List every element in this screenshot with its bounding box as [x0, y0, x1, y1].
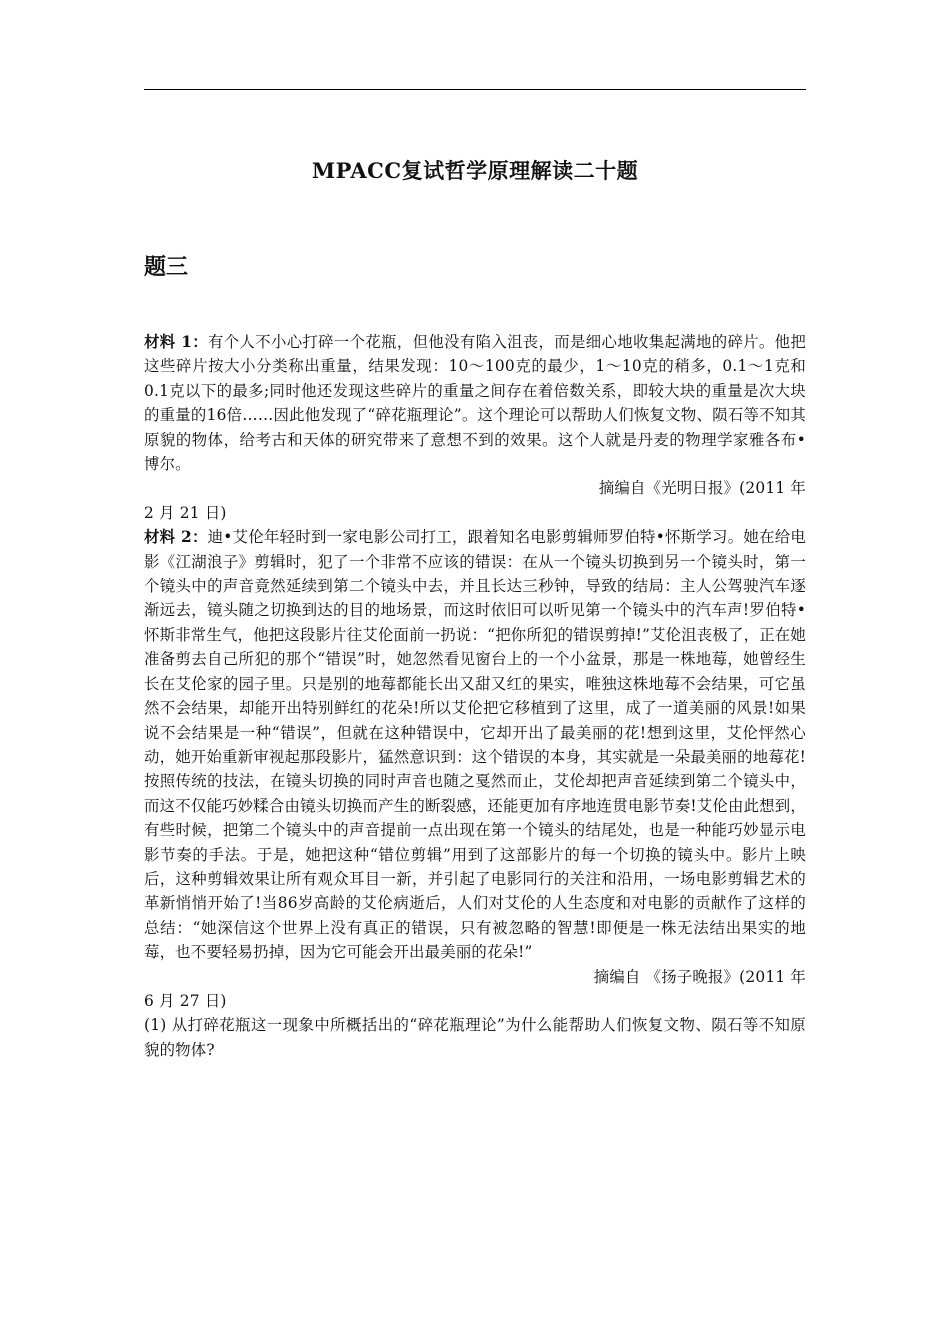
material-2-paragraph: [144, 525, 806, 964]
material-2-label: 材料 2：: [144, 528, 208, 547]
question-1: (1) 从打碎花瓶这一现象中所概括出的“碎花瓶理论”为什么能帮助人们恢复文物、陨石等不知原貌的物体?: [144, 1016, 806, 1059]
material-1-source: 摘编自《光明日报》(2011 年: [598, 479, 806, 498]
material-2-text: 迪•艾伦年轻时到一家电影公司打工，跟着知名电影剪辑师罗伯特•怀斯学习。她在给电影《江湖浪子》剪辑时，犯了一个非常不应该的错误：在从一个镜头切换到另一个镜头时，第一个镜头中的声音竟然延续到第二个镜头中去，并且长达三秒钟，导致的结局：主人公驾驶汽车逐渐远去，镜头随之切换到达的目的地场景，而这时依旧可以听见第一个镜头中的汽车声!罗伯特•怀斯非常生气，他把这段影片往艾伦面前一扔说：“把你所犯的错误剪掉!”艾伦沮丧极了，正在她准备剪去自己所犯的那个“错误”时，她忽然看见窗台上的一个小盆景，那是一株地莓，她曾经生长在艾伦家的园子里。只是别的地莓都能长出又甜又红的果实，唯独这株地莓不会结果，可它虽然不会结果，却能开出特别鲜红的花朵!所以艾伦把它移植到了这里，成了一道美丽的风景!如果说不会结果是一种“错误”，但就在这种错误中，它却开出了最美丽的花!想到这里，艾伦怦然心动，她开始重新审视起那段影片，猛然意识到：这个错误的本身，其实就是一朵最美丽的地莓花!按照传统的技法，在镜头切换的同时声音也随之戛然而止，艾伦却把声音延续到第二个镜头中，而这不仅能巧妙糅合由镜头切换而产生的断裂感，还能更加有序地连贯电影节奏!艾伦由此想到，有些时候，把第二个镜头中的声音提前一点出现在第一个镜头的结尾处，也是一种能巧妙显示电影节奏的手法。于是，她把这种“错位剪辑”用到了这部影片的每一个切换的镜头中。影片上映后，这种剪辑效果让所有观众耳目一新，并引起了电影同行的关注和沿用，一场电影剪辑艺术的革新悄悄开始了!当86岁高龄的艾伦病逝后，人们对艾伦的人生态度和对电影的贡献作了这样的总结：“她深信这个世界上没有真正的错误，只有被忽略的智慧!即便是一株无法结出果实的地莓，也不要轻易扔掉，因为它可能会开出最美丽的花朵!”: [144, 528, 806, 962]
material-2-source-date: 6 月 27 日): [144, 991, 227, 1010]
document-title: MPACC复试哲学原理解读二十题: [311, 158, 639, 183]
material-1-text: 有个人不小心打碎一个花瓶，但他没有陷入沮丧，而是细心地收集起满地的碎片。他把这些碎片按大小分类称出重量，结果发现：10～100克的最少，1～10克的稍多，0.1～1克和0.1克以下的最多;同时他还发现这些碎片的重量之间存在着倍数关系，即较大块的重量是次大块的重量的16倍……因此他发现了“碎花瓶理论”。这个理论可以帮助人们恢复文物、陨石等不知其原貌的物体，给考古和天体的研究带来了意想不到的效果。这个人就是丹麦的物理学家雅各布•博尔。: [144, 333, 806, 474]
material-1-paragraph: [144, 330, 806, 476]
header-rule: [144, 89, 806, 90]
material-1-source-date: 2 月 21 日): [144, 503, 227, 522]
material-1-label: 材料 1：: [144, 333, 208, 351]
material-2-source: 摘编自 《扬子晚报》(2011 年: [593, 967, 806, 986]
section-heading: 题三: [144, 254, 189, 280]
document-body: [144, 330, 806, 1062]
